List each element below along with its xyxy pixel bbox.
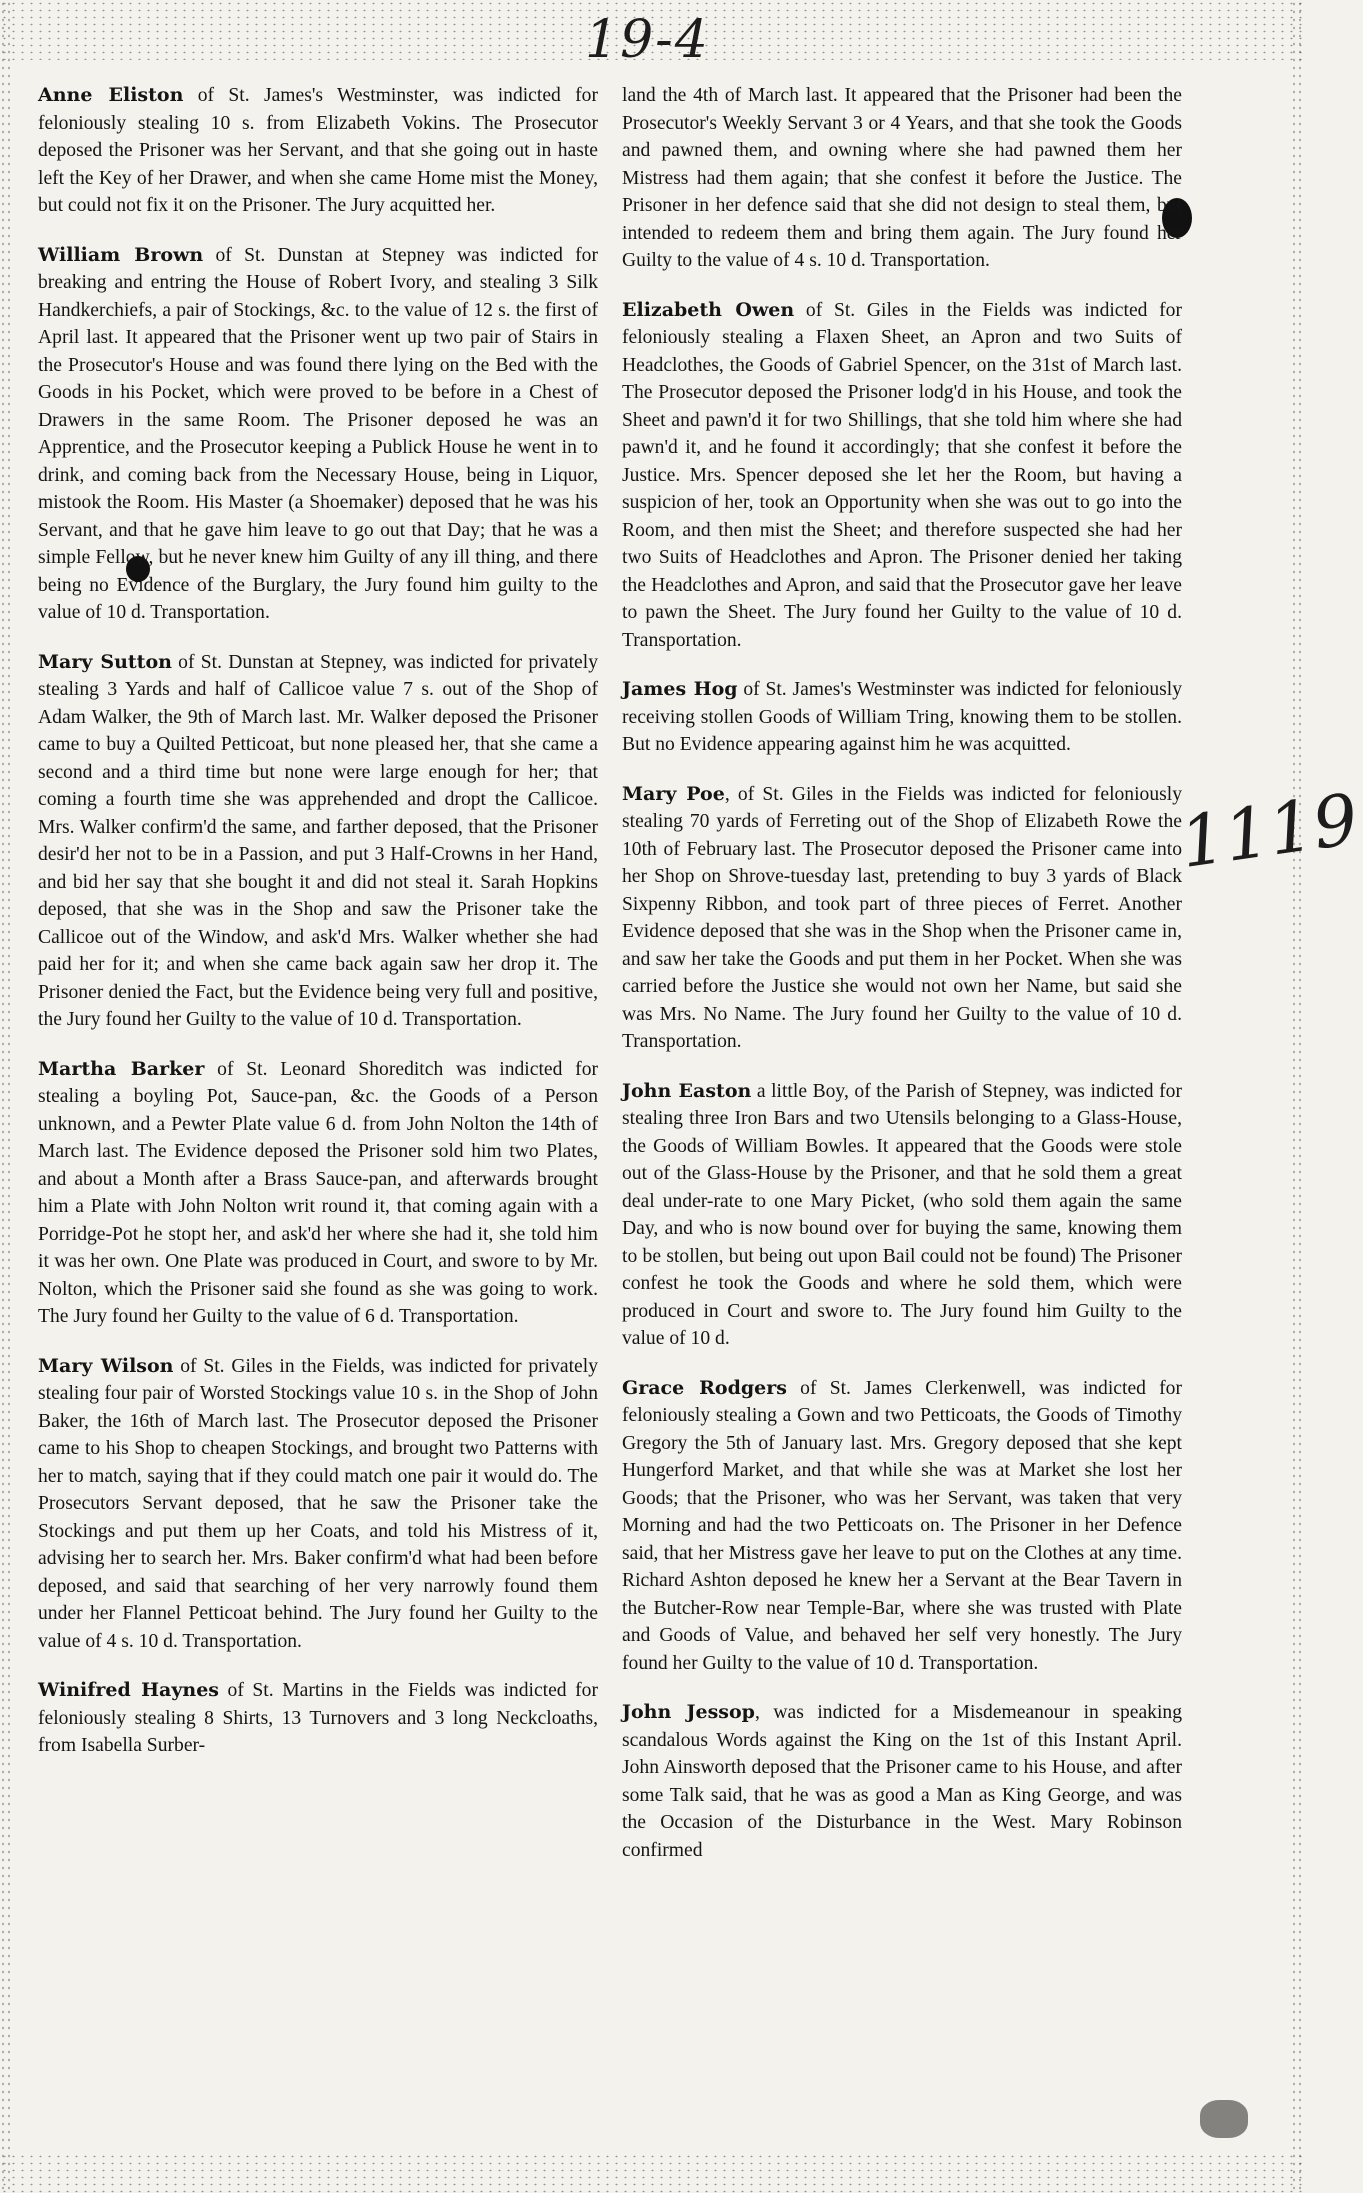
entry-text: of St. Martins in the Fields was indicted for feloniously stealing 8 Shirts, 13 Turnovers and 3 long Neckcloaths, from Isabella Surber- xyxy=(38,1680,598,1756)
scan-edge-left xyxy=(0,0,14,2193)
trial-entry xyxy=(38,1056,598,1331)
scan-edge-right xyxy=(1291,0,1305,2193)
trial-entry xyxy=(38,82,598,220)
defendant-name: William Brown xyxy=(38,243,204,266)
defendant-name: James Hog xyxy=(622,678,738,700)
trial-entry xyxy=(622,1699,1182,1864)
entry-text: of St. James's Westminster, was indicted for feloniously stealing 10 s. from Elizabeth Vokins. The Prosecutor deposed the Prisoner was her Servant, and that she going out in haste left the Key of her Drawer, and when she came Home mist the Money, but could not fix it on the Prisoner. The Jury acquitted her. xyxy=(38,85,598,216)
entry-text: , of St. Giles in the Fields was indicted for feloniously stealing 70 yards of Ferreting out of the Shop of Elizabeth Rowe the 10th of February last. The Prosecutor deposed the Prisoner came into her Shop on Shrove-tuesday last, pretending to buy 3 yards of Black Sixpenny Ribbon, and took part of three pieces of Ferret. Another Evidence deposed that she was in the Shop when the Prisoner came in, and saw her take the Goods and put them in her Pocket. When she was carried before the Justice she would not own her Name, but said she was Mrs. No Name. The Jury found her Guilty to the value of 10 d. Transportation. xyxy=(622,783,1183,1052)
defendant-name: John Easton xyxy=(622,1079,752,1102)
handwritten-page-mark: 19-4 xyxy=(585,10,710,70)
trial-entry xyxy=(622,1078,1182,1353)
defendant-name: Grace Rodgers xyxy=(622,1376,787,1399)
entry-text: of St. James Clerkenwell, was indicted for feloniously stealing a Gown and two Petticoats, the Goods of Timothy Gregory the 5th of January last. Mrs. Gregory deposed that she kept Hungerford Market, and that while she was at Market she lost her Goods; that the Prisoner, who was her Servant, was taken that very Morning and had the two Petticoats on. The Prisoner in her Defence said, that her Mistress gave her leave to put on the Clothes at any time. Richard Ashton deposed he knew her a Servant at the Bear Tavern in the Butcher-Row near Temple-Bar, where she was trusted with Plate and Goods of Value, and behaved her self very honestly. The Jury found her Guilty to the value of 10 d. Transportation. xyxy=(622,1377,1182,1674)
handwritten-margin-number: 1119 xyxy=(1175,778,1363,884)
trial-entry xyxy=(622,297,1182,655)
entry-text: of St. Dunstan at Stepney was indicted for breaking and entring the House of Robert Ivory, and stealing 3 Silk Handkerchiefs, a pair of Stockings, &c. to the value of 12 s. the first of April last. It appeared that the Prisoner went up two pair of Stairs in the Prosecutor's House and was found there lying on the Bed with the Goods in his Pocket, which were proved to be before in a Chest of Drawers in the same Room. The Prisoner deposed he was an Apprentice, and the Prosecutor keeping a Publick House he went in to drink, and coming back from the Necessary House, being in Liquor, mistook the Room. His Master (a Shoemaker) deposed that he was his Servant, and that he gave him leave to go out that Day; that he was a simple Fellow, but he never knew him Guilty of any ill thing, and there being no Evidence of the Burglary, the Jury found him guilty to the value of 10 d. Transportation. xyxy=(38,244,598,623)
trial-entry xyxy=(622,676,1182,759)
defendant-name: John Jessop xyxy=(622,1701,755,1723)
trial-entry xyxy=(622,1375,1182,1678)
right-column xyxy=(622,82,1182,1864)
defendant-name: Martha Barker xyxy=(38,1057,205,1080)
entry-text: a little Boy, of the Parish of Stepney, was indicted for stealing three Iron Bars and two Utensils belonging to a Glass-House, the Goods of William Bowles. It appeared that the Goods were stole out of the Glass-House by the Prisoner, and that he sold them a great deal under-rate to one Mary Picket, (who sold them again the same Day, and who is now bound over for buying the same, knowing them to be stollen, but being out upon Bail could not be found) The Prisoner confest he took the Goods and where he sold them, which were produced in Court and swore to. The Jury found him Guilty to the value of 10 d. xyxy=(622,1080,1182,1349)
trial-entry xyxy=(38,1353,598,1656)
trial-entry xyxy=(38,649,598,1034)
entry-text: of St. Dunstan at Stepney, was indicted for privately stealing 3 Yards and half of Callicoe value 7 s. out of the Shop of Adam Walker, the 9th of March last. Mr. Walker deposed the Prisoner came to buy a Quilted Petticoat, but none pleased her, that she came a second and a third time but none were large enough for her; that coming a fourth time she was apprehended and dropt the Callicoe. Mrs. Walker confirm'd the same, and farther deposed, that the Prisoner desir'd her not to be in a Passion, and put 3 Half-Crowns in her Hand, and bid her say that she bought it and did not steal it. Sarah Hopkins deposed, that she was in the Shop and saw the Prisoner take the Callicoe out of the Window, and ask'd Mrs. Walker whether she had paid her for it; and when she came back again saw her drop it. The Prisoner denied the Fact, but the Evidence being very full and positive, the Jury found her Guilty to the value of 10 d. Transportation. xyxy=(38,651,598,1030)
defendant-name: Mary Sutton xyxy=(38,650,172,673)
scan-noise-bottom xyxy=(0,2153,1305,2193)
left-column xyxy=(38,82,598,1760)
ink-blot xyxy=(1200,2100,1248,2138)
entry-text: of St. Giles in the Fields, was indicted for privately stealing four pair of Worsted Stockings value 10 s. in the Shop of John Baker, the 16th of March last. The Prosecutor deposed the Prisoner came to his Shop to cheapen Stockings, and brought two Patterns with her to match, saying that if they could match one pair it would do. The Prosecutors Servant deposed, that he saw the Prisoner take the Stockings and put them up her Coats, and told his Mistress of it, advising her to search her. Mrs. Baker confirm'd what had been before deposed, and said that searching of her very narrowly found them under her Flannel Petticoat behind. The Jury found her Guilty to the value of 4 s. 10 d. Transportation. xyxy=(38,1355,598,1652)
entry-text: of St. James's Westminster was indicted for feloniously receiving stollen Goods of William Tring, knowing them to be stollen. But no Evidence appearing against him he was acquitted. xyxy=(622,679,1183,755)
entry-text: of St. Giles in the Fields was indicted for feloniously stealing a Flaxen Sheet, an Apron and two Suits of Headclothes, the Goods of Gabriel Spencer, on the 31st of March last. The Prosecutor deposed the Prisoner lodg'd in his House, and took the Sheet and pawn'd it for two Shillings, that she told him where she had pawn'd it, and he found it accordingly; that she confest it before the Justice. Mrs. Spencer deposed she let her the Room, but having a suspicion of her, took an Opportunity when she was out to go into the Room, and then mist the Sheet; and therefore suspected she had her two Suits of Headclothes and Apron. The Prisoner denied her taking the Headclothes and Apron, and said that the Prosecutor gave her leave to pawn the Sheet. The Jury found her Guilty to the value of 10 d. Transportation. xyxy=(622,299,1182,651)
entry-text: land the 4th of March last. It appeared that the Prisoner had been the Prosecutor's Weekly Servant 3 or 4 Years, and that she took the Goods and pawned them, and owning where she had pawned them her Mistress had them again; that she confest it before the Justice. The Prisoner in her defence said that she did not design to steal them, but intended to redeem them and bring them again. The Jury found her Guilty to the value of 4 s. 10 d. Transportation. xyxy=(622,85,1182,271)
trial-entry-continued xyxy=(622,82,1182,275)
defendant-name: Winifred Haynes xyxy=(38,1679,219,1701)
defendant-name: Anne Eliston xyxy=(38,84,184,106)
entry-text: of St. Leonard Shoreditch was indicted for stealing a boyling Pot, Sauce-pan, &c. the Goods of a Person unknown, and a Pewter Plate value 6 d. from John Nolton the 14th of March last. The Evidence deposed the Prisoner sold him two Plates, and about a Month after a Brass Sauce-pan, and afterwards brought him a Plate with John Nolton writ round it, that coming again with a Porridge-Pot he stopt her, and ask'd her where she had it, she told him it was her own. One Plate was produced in Court, and swore to by Mr. Nolton, which the Prisoner said she found as she was going to work. The Jury found her Guilty to the value of 6 d. Transportation. xyxy=(38,1058,599,1327)
trial-entry xyxy=(38,242,598,627)
defendant-name: Elizabeth Owen xyxy=(622,298,795,321)
trial-entry xyxy=(622,781,1182,1056)
defendant-name: Mary Poe xyxy=(622,782,725,805)
defendant-name: Mary Wilson xyxy=(38,1354,174,1377)
entry-text: , was indicted for a Misdemeanour in speaking scandalous Words against the King on the 1st of this Instant April. John Ainsworth deposed that the Prisoner came to his House, and after some Talk said, that he was as good a Man as King George, and was the Occasion of the Disturbance in the West. Mary Robinson confirmed xyxy=(622,1702,1182,1861)
trial-entry xyxy=(38,1677,598,1760)
